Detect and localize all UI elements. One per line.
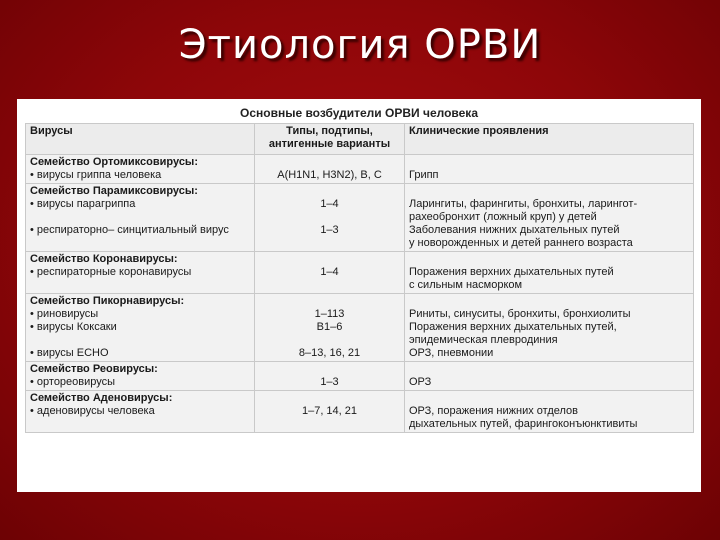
header-types-line1: Типы, подтипы, <box>286 125 373 137</box>
clinical-text: Заболевания нижних дыхательных путей <box>409 224 620 236</box>
virus-types: 1–113 <box>314 308 345 320</box>
family-name: Семейство Коронавирусы: <box>30 253 178 265</box>
virus-cell <box>26 184 255 252</box>
virus-cell <box>26 391 255 433</box>
clinical-cell <box>405 155 694 184</box>
virus-cell <box>26 252 255 294</box>
clinical-text: Ларингиты, фарингиты, бронхиты, ларингот- <box>409 198 638 210</box>
clinical-cell <box>405 252 694 294</box>
virus-types: 1–3 <box>320 224 339 236</box>
clinical-text: ОРЗ, пневмонии <box>409 347 494 359</box>
virus-name: • вирусы Коксаки <box>30 321 117 333</box>
table-row <box>26 362 694 391</box>
virus-name: • вирусы гриппа человека <box>30 169 162 181</box>
types-cell <box>255 362 405 391</box>
clinical-text: ОРЗ <box>409 376 432 388</box>
virus-name: • вирусы ECHO <box>30 347 109 359</box>
types-cell <box>255 155 405 184</box>
clinical-text: Поражения верхних дыхательных путей <box>409 266 614 278</box>
virus-cell <box>26 362 255 391</box>
clinical-cell <box>405 294 694 362</box>
family-name: Семейство Пикорнавирусы: <box>30 295 185 307</box>
clinical-text: у новорожденных и детей раннего возраста <box>409 237 633 249</box>
table-row <box>26 294 694 362</box>
clinical-cell <box>405 362 694 391</box>
header-types <box>255 124 405 155</box>
table-body <box>26 155 694 433</box>
virus-types: A(H1N1, H3N2), B, C <box>277 169 382 181</box>
header-types-line2: антигенные варианты <box>268 138 391 150</box>
types-cell <box>255 391 405 433</box>
virus-types: 1–7, 14, 21 <box>301 405 358 417</box>
family-name: Семейство Аденовирусы: <box>30 392 173 404</box>
virus-table <box>25 123 694 433</box>
slide-title: Этиология ОРВИ <box>178 22 542 68</box>
clinical-cell <box>405 391 694 433</box>
clinical-text: Риниты, синуситы, бронхиты, бронхиолиты <box>409 308 631 320</box>
virus-name: • аденовирусы человека <box>30 405 155 417</box>
virus-types: 1–4 <box>320 266 339 278</box>
virus-types: 8–13, 16, 21 <box>298 347 361 359</box>
virus-types: 1–4 <box>320 198 339 210</box>
clinical-text: с сильным насморком <box>409 279 523 291</box>
virus-cell <box>26 294 255 362</box>
virus-types: B1–6 <box>316 321 343 333</box>
table-row <box>26 391 694 433</box>
header-viruses: Вирусы <box>26 124 255 155</box>
clinical-text: эпидемическая плевродиния <box>409 334 558 346</box>
clinical-cell <box>405 184 694 252</box>
clinical-text: Грипп <box>409 169 439 181</box>
header-clinical: Клинические проявления <box>405 124 694 155</box>
virus-types: 1–3 <box>320 376 339 388</box>
virus-table-panel <box>17 99 701 492</box>
types-cell <box>255 294 405 362</box>
clinical-text: рахеобронхит (ложный круп) у детей <box>409 211 597 223</box>
family-name: Семейство Ортомиксовирусы: <box>30 156 198 168</box>
table-row <box>26 252 694 294</box>
virus-name: • респираторно– синцитиальный вирус <box>30 224 229 236</box>
clinical-text: Поражения верхних дыхательных путей, <box>409 321 617 333</box>
virus-name: • риновирусы <box>30 308 99 320</box>
family-name: Семейство Парамиксовирусы: <box>30 185 198 197</box>
virus-cell <box>26 155 255 184</box>
virus-name: • ортореовирусы <box>30 376 116 388</box>
table-row <box>26 184 694 252</box>
table-caption: Основные возбудители ОРВИ человека <box>239 106 478 120</box>
family-name: Семейство Реовирусы: <box>30 363 158 375</box>
virus-name: • вирусы парагриппа <box>30 198 136 210</box>
types-cell <box>255 184 405 252</box>
clinical-text: дыхательных путей, фарингоконъюнктивиты <box>409 418 638 430</box>
table-row <box>26 155 694 184</box>
table-header-row <box>26 124 694 155</box>
clinical-text: ОРЗ, поражения нижних отделов <box>409 405 579 417</box>
types-cell <box>255 252 405 294</box>
virus-name: • респираторные коронавирусы <box>30 266 192 278</box>
